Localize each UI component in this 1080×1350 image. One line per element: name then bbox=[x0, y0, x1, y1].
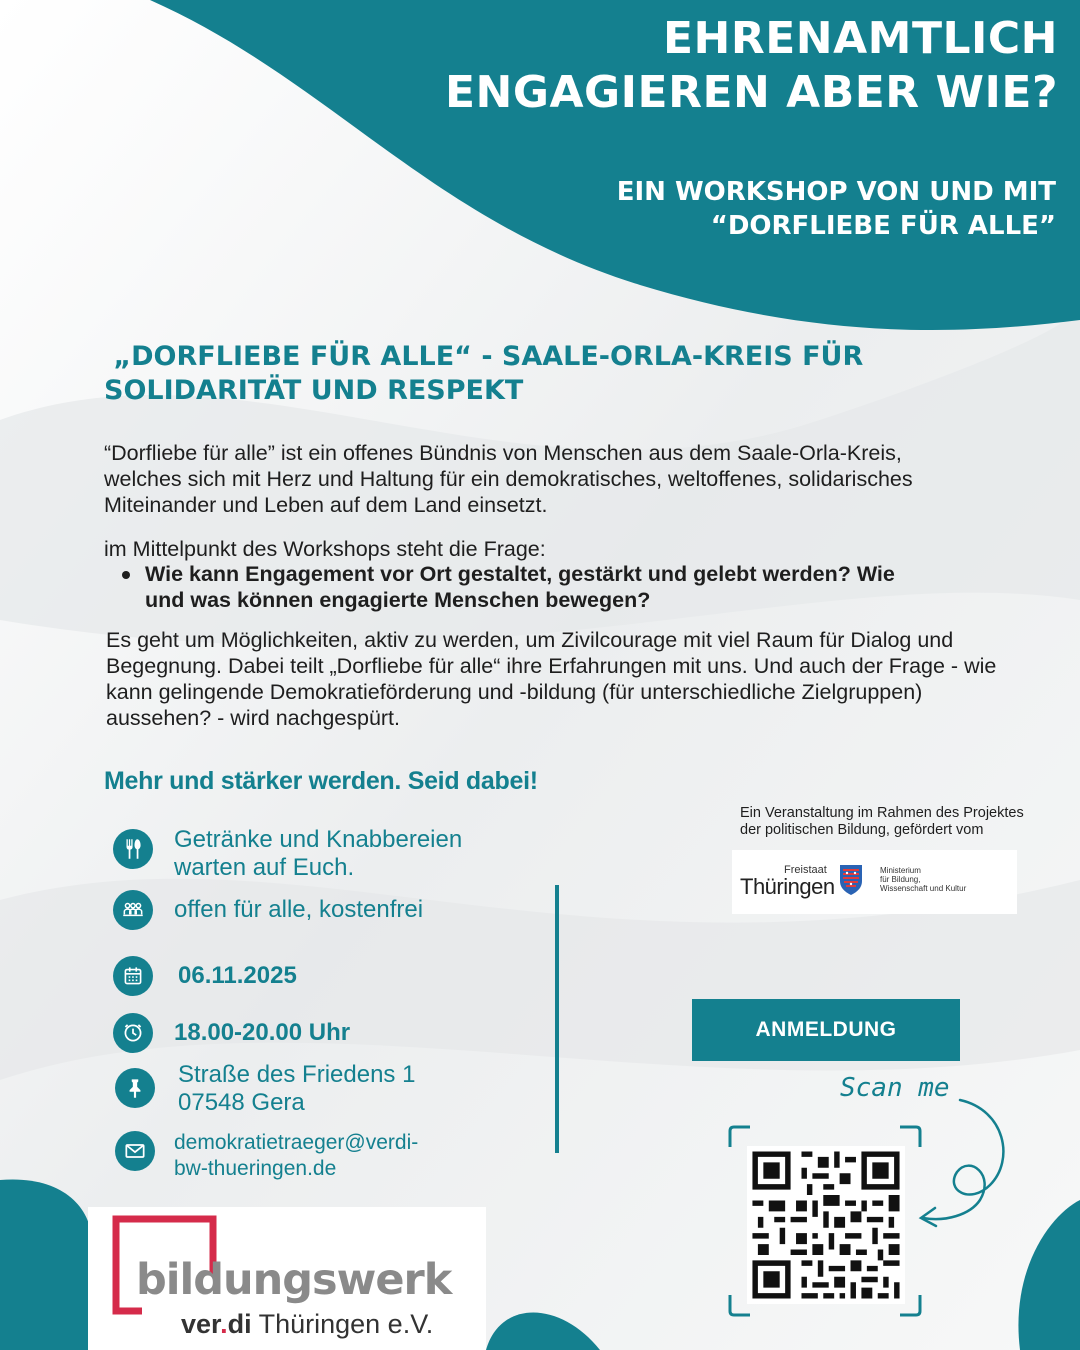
event-date: 06.11.2025 bbox=[178, 962, 297, 989]
sponsor-note-line-2: der politischen Bildung, gefördert vom bbox=[740, 822, 984, 838]
intro-paragraph: “Dorfliebe für alle” ist ein offenes Bündnis von Menschen aus dem Saale-Orla-Kreis, welches sich mit Herz und Haltung für ein demokratisches, weltoffenes, solidarisches Miteinander und Leben auf dem Land einsetzt. bbox=[104, 441, 913, 517]
registration-button[interactable]: ANMELDUNG bbox=[692, 999, 960, 1061]
address-street: Straße des Friedens 1 bbox=[178, 1061, 416, 1088]
bildungswerk-logo bbox=[88, 1207, 486, 1350]
clock-icon bbox=[113, 1013, 153, 1053]
question-item: Wie kann Engagement vor Ort gestaltet, gestärkt und gelebt werden? Wie und was können engagierte Menschen bewegen? bbox=[120, 561, 940, 613]
sponsor-note-line-1: Ein Veranstaltung im Rahmen des Projektes bbox=[740, 805, 1024, 821]
food-info-line-1: Getränke und Knabbereien bbox=[174, 826, 463, 853]
ministry-line-1: Ministerium bbox=[880, 866, 921, 875]
logo-freistaat: Freistaat bbox=[784, 864, 827, 876]
subtitle-line-1: EIN WORKSHOP VON UND MIT bbox=[616, 177, 1056, 207]
address-city: 07548 Gera bbox=[178, 1089, 305, 1116]
sponsor-note bbox=[740, 805, 1075, 839]
scan-me-label: Scan me bbox=[840, 1073, 950, 1103]
logo-subline bbox=[181, 1309, 433, 1340]
qr-code-pattern bbox=[747, 1146, 905, 1304]
title-line-2: ENGAGIEREN ABER WIE? bbox=[444, 67, 1058, 118]
contact-email-line-2: bw-thueringen.de bbox=[174, 1157, 337, 1180]
title-line-1: EHRENAMTLICH bbox=[662, 13, 1058, 64]
logo-wordmark: bildungswerk bbox=[136, 1255, 452, 1305]
section-heading-line-2: SOLIDARITÄT UND RESPEKT bbox=[104, 375, 524, 406]
logo-thueringen: Thüringen bbox=[740, 874, 835, 899]
logo-dot: . bbox=[220, 1309, 228, 1339]
access-info: offen für alle, kostenfrei bbox=[174, 896, 424, 923]
subtitle-line-2: “DORFLIEBE FÜR ALLE” bbox=[710, 211, 1056, 241]
ministry-line-2: für Bildung, bbox=[880, 875, 921, 884]
logo-di: di bbox=[227, 1309, 252, 1339]
address bbox=[178, 1061, 415, 1117]
thueringen-ministry-logo bbox=[732, 850, 1017, 914]
contact-email-line-1: demokratietraeger@verdi- bbox=[174, 1131, 419, 1154]
ministry-line-3: Wissenschaft und Kultur bbox=[880, 884, 967, 893]
calendar-icon bbox=[113, 956, 153, 996]
envelope-icon bbox=[115, 1131, 155, 1171]
main-title bbox=[445, 12, 1058, 120]
cutlery-icon bbox=[113, 829, 153, 869]
vertical-divider bbox=[555, 885, 559, 1153]
people-group-icon bbox=[113, 890, 153, 930]
logo-region: Thüringen e.V. bbox=[251, 1309, 434, 1339]
question-list bbox=[120, 561, 940, 613]
coat-of-arms-icon bbox=[839, 864, 863, 896]
logo-ver: ver bbox=[181, 1309, 221, 1339]
event-time: 18.00-20.00 Uhr bbox=[174, 1019, 351, 1046]
food-info bbox=[174, 826, 462, 882]
logo-ministry bbox=[880, 866, 966, 893]
subtitle bbox=[617, 175, 1056, 243]
registration-qr-code[interactable] bbox=[747, 1146, 905, 1304]
call-to-action: Mehr und stärker werden. Seid dabei! bbox=[104, 767, 538, 795]
contact-email[interactable] bbox=[174, 1130, 418, 1182]
section-heading-line-1: „DORFLIEBE FÜR ALLE“ - SAALE-ORLA-KREIS FÜR bbox=[104, 341, 864, 372]
food-info-line-2: warten auf Euch. bbox=[174, 854, 355, 881]
details-paragraph: Es geht um Möglichkeiten, aktiv zu werden, um Zivilcourage mit viel Raum für Dialog und Begegnung. Dabei teilt „Dorfliebe für alle“ ihre Erfahrungen mit uns. Und auch der Frage - wie kann gelingende Demokratieförderung und -bildung (für unterschiedliche Zielgruppen) aussehen? - wird nachgespürt. bbox=[106, 628, 997, 730]
question-lead: im Mittelpunkt des Workshops steht die Frage: bbox=[104, 537, 546, 561]
pushpin-icon bbox=[115, 1068, 155, 1108]
section-heading bbox=[104, 340, 944, 408]
